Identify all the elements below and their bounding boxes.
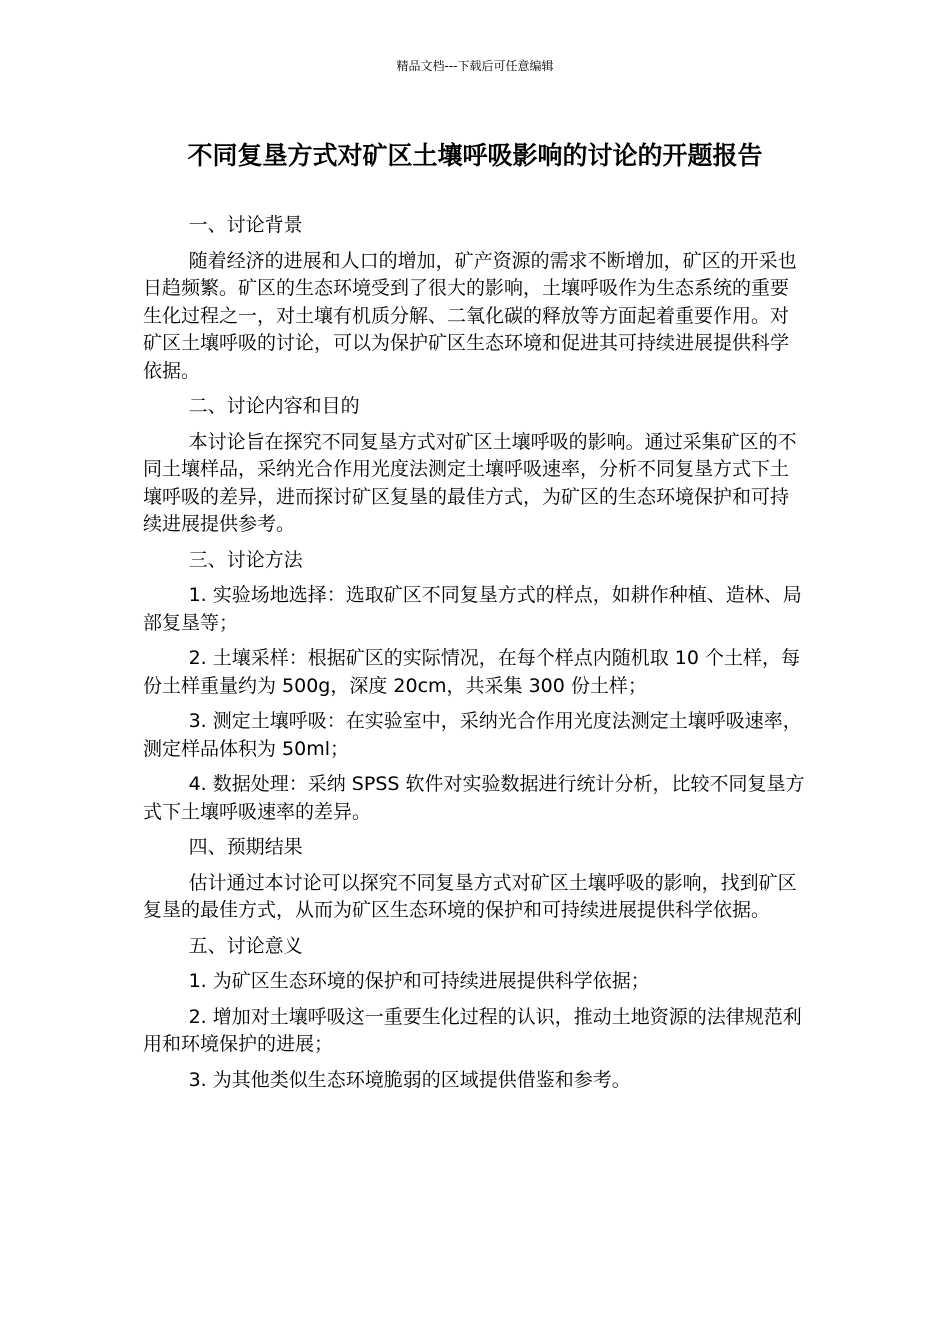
paragraph-expected-results: 估计通过本讨论可以探究不同复垦方式对矿区土壤呼吸的影响，找到矿区复垦的最佳方式，从而为矿区生态环境的保护和可持续进展提供科学依据。: [143, 871, 797, 921]
list-item-significance-3: 3. 为其他类似生态环境脆弱的区域提供借鉴和参考。: [188, 1068, 631, 1091]
section-heading-significance: 五、讨论意义: [188, 934, 303, 957]
page-header: 精品文档---下载后可任意编辑: [396, 59, 554, 73]
list-item-method-1: 1. 实验场地选择：选取矿区不同复垦方式的样点，如耕作种植、造林、局部复垦等；: [143, 584, 802, 634]
paragraph-content-purpose: 本讨论旨在探究不同复垦方式对矿区土壤呼吸的影响。通过采集矿区的不同土壤样品，采纳光合作用光度法测定土壤呼吸速率，分析不同复垦方式下土壤呼吸的差异，进而探讨矿区复垦的最佳方式，为矿区的生态环境保护和可持续进展提供参考。: [143, 430, 797, 535]
section-heading-methods: 三、讨论方法: [188, 548, 303, 571]
section-heading-content-purpose: 二、讨论内容和目的: [188, 395, 360, 417]
list-item-significance-2: 2. 增加对土壤呼吸这一重要生化过程的认识，推动土地资源的法律规范利用和环境保护的进展；: [143, 1005, 802, 1055]
list-item-method-4: 4. 数据处理：采纳 SPSS 软件对实验数据进行统计分析，比较不同复垦方式下土壤呼吸速率的差异。: [143, 773, 805, 823]
list-item-method-2: 2. 土壤采样：根据矿区的实际情况，在每个样点内随机取 10 个土样，每份土样重量约为 500g，深度 20cm，共采集 300 份土样；: [143, 647, 801, 697]
document-title: 不同复垦方式对矿区土壤呼吸影响的讨论的开题报告: [187, 141, 763, 170]
paragraph-background: 随着经济的进展和人口的增加，矿产资源的需求不断增加，矿区的开采也日趋频繁。矿区的生态环境受到了很大的影响，土壤呼吸作为生态系统的重要生化过程之一，对土壤有机质分解、二氧化碳的释放等方面起着重要作用。对矿区土壤呼吸的讨论，可以为保护矿区生态环境和促进其可持续进展提供科学依据。: [143, 249, 797, 382]
list-item-significance-1: 1. 为矿区生态环境的保护和可持续进展提供科学依据；: [188, 970, 650, 992]
document-body: [143, 212, 805, 1102]
list-item-method-3: 3. 测定土壤呼吸：在实验室中，采纳光合作用光度法测定土壤呼吸速率，测定样品体积为 50ml；: [143, 710, 802, 760]
section-heading-background: 一、讨论背景: [188, 214, 303, 236]
section-heading-expected-results: 四、预期结果: [188, 836, 303, 858]
